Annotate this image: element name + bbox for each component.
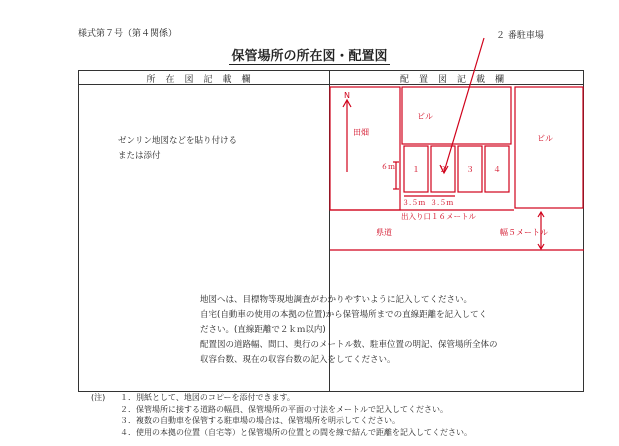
notes-label: (注)	[91, 393, 106, 402]
depth-label: ６ｍ	[381, 163, 395, 171]
field-label: 田畑	[353, 128, 369, 137]
instruction-line: 収容台数、現在の収容台数の記入をしてください。	[200, 355, 396, 365]
notes-section	[92, 392, 472, 438]
field-area	[330, 87, 400, 210]
width-right-label: ３.５ｍ	[430, 199, 454, 207]
building-right-label: ビル	[537, 134, 553, 143]
form-number: 様式第７号（第４関係）	[78, 29, 178, 39]
location-map-heading: 所在図記載欄	[146, 75, 261, 85]
note-item: ２．保管場所に接する道路の幅員、保管場所の平面の寸法をメートルで記入してください。	[120, 404, 448, 414]
spot-1-label: １	[412, 165, 420, 174]
paste-instruction-line2: または添付	[118, 151, 161, 161]
north-label: N	[344, 91, 350, 100]
note-item: ４．使用の本拠の位置（自宅等）と保管場所の位置との間を線で結んで距離を記入してください。	[120, 427, 472, 437]
spot-2-pointer-arrow	[444, 38, 484, 172]
document-title-text: 保管場所の所在図・配置図	[231, 49, 388, 64]
building-right	[515, 87, 583, 208]
entrance-label: 出入り口１６メートル	[401, 212, 476, 221]
road-width-label: 幅５メートル	[500, 228, 548, 237]
road-label: 県道	[376, 228, 392, 237]
paste-instruction-line1: ゼンリン地図などを貼り付ける	[118, 136, 238, 146]
spot-4-label: ４	[493, 165, 501, 174]
instruction-line: 自宅(自動車の使用の本拠の位置)から保管場所までの直線距離を記入してく	[200, 310, 488, 320]
instruction-line: 配置図の道路幅、間口、奥行のメートル数、駐車位置の明記、保管場所全体の	[200, 340, 498, 350]
note-item: ３．複数の自動車を保管する駐車場の場合は、保管場所を明示してください。	[120, 416, 400, 425]
spot-3-label: ３	[466, 165, 474, 174]
instruction-line: 地図へは、目標物等現地調査がわかりやすいように記入してください。	[200, 295, 473, 305]
building-top-label: ビル	[417, 112, 433, 121]
layout-diagram-heading: 配置図記載欄	[399, 75, 514, 85]
instructions-block	[200, 293, 582, 368]
parking-spot-label: ２ 番駐車場	[496, 31, 544, 41]
note-item: １．別紙として、地図のコピーを添付できます。	[120, 393, 295, 402]
spot-2-label: ２	[439, 165, 447, 174]
width-left-label: ３.５ｍ	[402, 199, 426, 207]
instruction-line: ださい。(直線距離で２ｋｍ以内)	[200, 325, 326, 335]
